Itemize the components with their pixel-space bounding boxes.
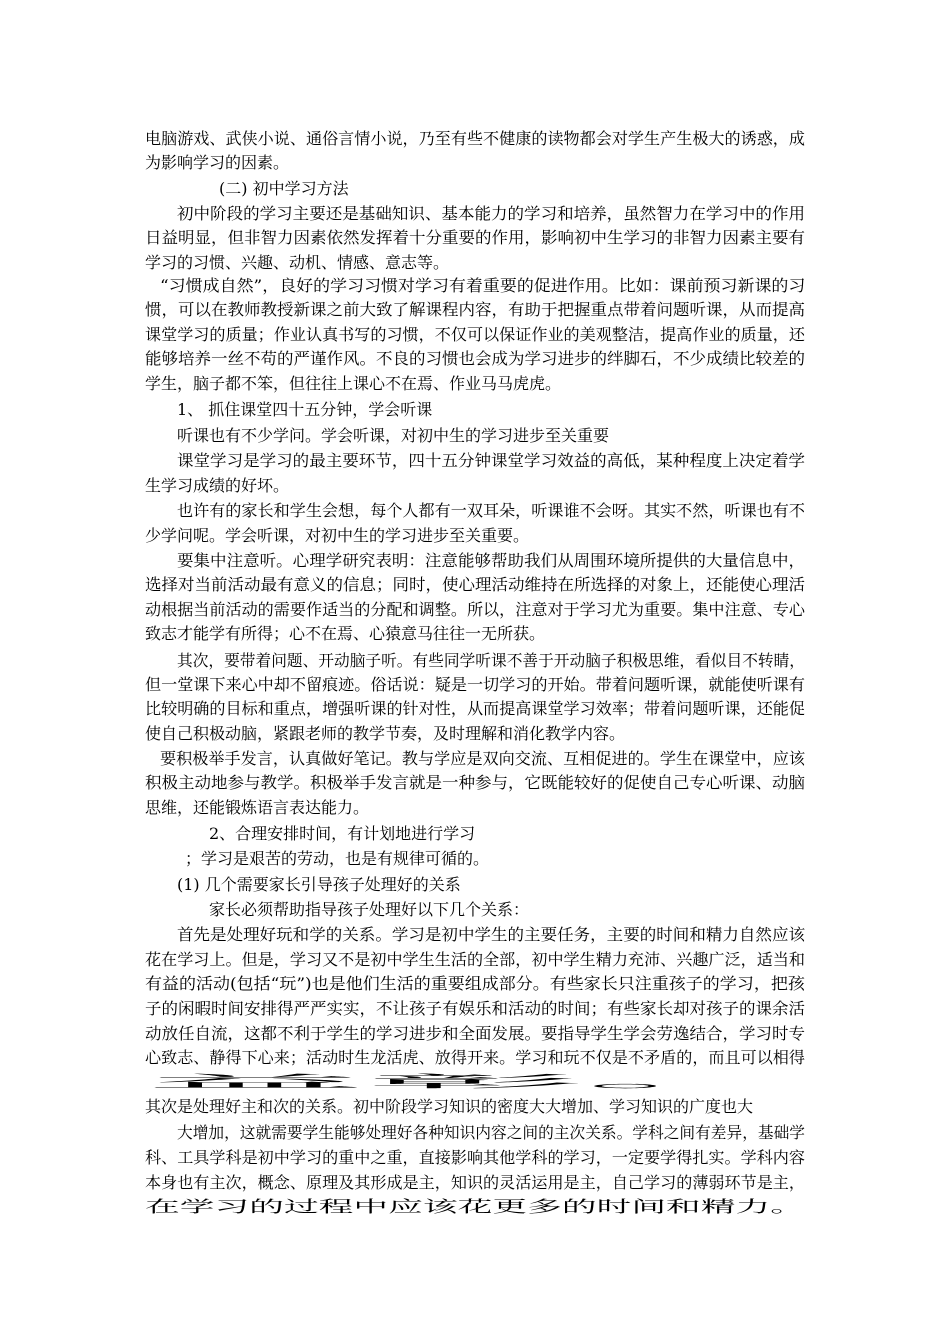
text-line: 学习的习惯、兴趣、动机、情感、意志等。 <box>145 253 450 272</box>
text-line: 听课也有不少学问。学会听课，对初中生的学习进步至关重要 <box>177 426 610 445</box>
text-line: 能够培养一丝不苟的严谨作风。不良的习惯也会成为学习进步的绊脚石，不少成绩比较差的 <box>145 349 806 368</box>
text-line: 心致志、静得下心来；活动时生龙活虎、放得开来。学习和玩不仅是不矛盾的，而且可以相得 <box>145 1048 806 1067</box>
text-line: 科、工具学科是初中学习的重中之重，直接影响其他学科的学习，一定要学得扎实。学科内容 <box>145 1148 806 1167</box>
text-line: 但一堂课下来心中却不留痕迹。俗话说：疑是一切学习的开始。带着问题听课，就能使听课有 <box>145 675 806 694</box>
text-line: 选择对当前活动最有意义的信息；同时，使心理活动维持在所选择的对象上，还能使心理活 <box>145 575 806 594</box>
text-line: 要集中注意听。心理学研究表明：注意能够帮助我们从周围环境所提供的大量信息中， <box>177 551 806 570</box>
text-line: 电脑游戏、武侠小说、通俗言情小说，乃至有些不健康的读物都会对学生产生极大的诱惑，成 <box>145 129 806 148</box>
text-line: 本身也有主次，概念、原理及其形成是主，知识的灵活运用是主，自己学习的薄弱环节是主， <box>145 1173 806 1192</box>
text-line: (二) 初中学习方法 <box>219 179 349 198</box>
text-line: “习惯成自然”，良好的学习习惯对学习有着重要的促进作用。比如：课前预习新课的习 <box>160 276 806 295</box>
text-line: 家长必须帮助指导孩子处理好以下几个关系： <box>209 900 530 919</box>
text-line: 其次是处理好主和次的关系。初中阶段学习知识的密度大大增加、学习知识的广度也大 <box>145 1097 754 1116</box>
text-line: 益彰。 <box>145 1072 806 1091</box>
text-line: 使自己积极动脑，紧跟老师的教学节奏，及时理解和消化教学内容。 <box>145 724 626 743</box>
text-line: 首先是处理好玩和学的关系。学习是初中学生的主要任务，主要的时间和精力自然应该 <box>177 925 806 944</box>
text-line: 日益明显，但非智力因素依然发挥着十分重要的作用，影响初中生学习的非智力因素主要有 <box>145 228 806 247</box>
text-line: 子的闲暇时间安排得严严实实，不让孩子有娱乐和活动的时间；有些家长却对孩子的课余活 <box>145 999 806 1018</box>
text-line: 为影响学习的因素。 <box>145 153 290 172</box>
text-line: 致志才能学有所得；心不在焉、心猿意马往往一无所获。 <box>145 624 546 643</box>
text-line: 比较明确的目标和重点，增强听课的针对性，从而提高课堂学习效率；带着问题听课，还能促 <box>145 699 806 718</box>
text-line: 2、合理安排时间，有计划地进行学习 <box>209 824 476 843</box>
text-line: 少学问呢。学会听课，对初中生的学习进步至关重要。 <box>145 526 530 545</box>
text-line: 1、 抓住课堂四十五分钟，学会听课 <box>177 400 433 419</box>
text-line: 要积极举手发言，认真做好笔记。教与学应是双向交流、互相促进的。学生在课堂中，应该 <box>160 749 806 768</box>
text-line: 课堂学习是学习的最主要环节，四十五分钟课堂学习效益的高低，某种程度上决定着学 <box>177 451 806 470</box>
text-line: 课堂学习的质量；作业认真书写的习惯，不仅可以保证作业的美观整洁，提高作业的质量，还 <box>145 325 806 344</box>
text-line: 初中阶段的学习主要还是基础知识、基本能力的学习和培养，虽然智力在学习中的作用 <box>177 204 806 223</box>
text-line: ；学习是艰苦的劳动，也是有规律可循的。 <box>185 849 490 868</box>
text-line: 生学习成绩的好坏。 <box>145 476 290 495</box>
text-line: 也许有的家长和学生会想，每个人都有一双耳朵，听课谁不会呀。其实不然，听课也有不 <box>177 501 806 520</box>
text-line: 动放任自流，这都不利于学生的学习进步和全面发展。要指导学生学会劳逸结合，学习时专 <box>145 1024 806 1043</box>
text-line: 学生，脑子都不笨，但往往上课心不在焉、作业马马虎虎。 <box>145 374 562 393</box>
text-line: (1) 几个需要家长引导孩子处理好的关系 <box>177 875 461 894</box>
text-line: 惯，可以在教师教授新课之前大致了解课程内容，有助于把握重点带着问题听课，从而提高 <box>145 300 806 319</box>
text-line: 动根据当前活动的需要作适当的分配和调整。所以，注意对于学习尤为重要。集中注意、专心 <box>145 600 806 619</box>
text-line: 思维，还能锻炼语言表达能力。 <box>145 798 370 817</box>
text-line: 在学习的过程中应该花更多的时间和精力。 <box>145 1197 806 1216</box>
text-line: 积极主动地参与教学。积极举手发言就是一种参与，它既能较好的促使自己专心听课、动脑 <box>145 773 806 792</box>
text-line: 其次，要带着问题、开动脑子听。有些同学听课不善于开动脑子积极思维，看似目不转睛， <box>177 651 806 670</box>
text-line: 有益的活动(包括“玩”)也是他们生活的重要组成部分。有些家长只注重孩子的学习，把孩 <box>145 974 805 993</box>
text-line: 大增加，这就需要学生能够处理好各种知识内容之间的主次关系。学科之间有差异，基础学 <box>177 1123 806 1142</box>
text-line: 花在学习上。但是，学习又不是初中学生生活的全部，初中学生精力充沛、兴趣广泛，适当和 <box>145 950 806 969</box>
